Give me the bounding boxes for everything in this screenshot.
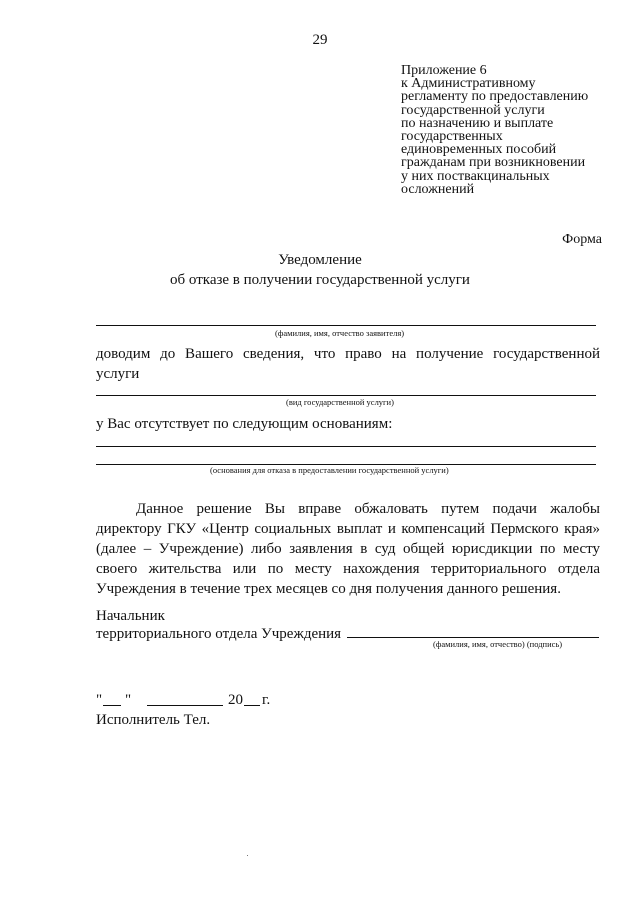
appendix-line: гражданам при возникновении bbox=[401, 155, 586, 171]
grounds-intro: у Вас отсутствует по следующим основаниям: bbox=[96, 416, 393, 432]
date-quote-open: " bbox=[96, 692, 103, 708]
appeal-paragraph bbox=[96, 499, 600, 599]
signature-caption: (фамилия, имя, отчество) (подпись) bbox=[430, 639, 565, 649]
form-label: Форма bbox=[562, 232, 602, 247]
appeal-line: Учреждения в течение трех месяцев со дня получения данного решения. bbox=[96, 581, 561, 597]
date-quote-close: " bbox=[125, 692, 132, 708]
grounds-caption: (основания для отказа в предоставлении государственной услуги) bbox=[207, 465, 452, 475]
appendix-line: Приложение 6 bbox=[401, 63, 487, 78]
grounds-line-1[interactable] bbox=[96, 446, 596, 447]
appendix-line: регламенту по предоставлению bbox=[401, 89, 589, 105]
appeal-line: (далее – Учреждение) либо заявления в суд общей юрисдикции по месту bbox=[96, 541, 600, 557]
appendix-line: по назначению и выплате bbox=[401, 115, 554, 131]
page-number: 29 bbox=[312, 32, 328, 48]
applicant-name-caption: (фамилия, имя, отчество заявителя) bbox=[272, 328, 407, 338]
date-year-blank[interactable] bbox=[244, 705, 260, 706]
notice-text-line2: услуги bbox=[96, 366, 140, 382]
appeal-line: директору ГКУ «Центр социальных выплат и компенсаций Пермского края» bbox=[96, 521, 600, 537]
appendix-line: единовременных пособий bbox=[401, 142, 557, 158]
appeal-line: своего жительства или по месту нахождения территориального отдела bbox=[96, 561, 600, 577]
appendix-line: государственной услуги bbox=[401, 102, 545, 118]
date-year-suffix: г. bbox=[262, 692, 271, 708]
applicant-name-line[interactable] bbox=[96, 325, 596, 326]
document-title: Уведомление bbox=[278, 252, 362, 268]
notice-text-line1: доводим до Вашего сведения, что право на получение государственной bbox=[96, 346, 600, 362]
appeal-line: Данное решение Вы вправе обжаловать путем подачи жалобы bbox=[136, 501, 600, 517]
service-type-caption: (вид государственной услуги) bbox=[283, 397, 397, 407]
signature-title: Начальник bbox=[96, 608, 165, 624]
date-day-blank[interactable] bbox=[103, 705, 121, 706]
appendix-line: осложнений bbox=[401, 181, 475, 197]
service-type-line[interactable] bbox=[96, 395, 596, 396]
document-subtitle: об отказе в получении государственной услуги bbox=[170, 272, 470, 288]
date-year-prefix: 20 bbox=[228, 692, 243, 708]
executor-line: Исполнитель Тел. bbox=[96, 712, 211, 728]
signature-line[interactable] bbox=[347, 637, 599, 638]
signature-department: территориального отдела Учреждения bbox=[96, 626, 342, 642]
date-month-blank[interactable] bbox=[147, 705, 223, 706]
appendix-header bbox=[401, 64, 631, 196]
appendix-line: к Административному bbox=[401, 76, 536, 92]
appendix-line: у них поствакцинальных bbox=[401, 168, 550, 184]
appendix-line: государственных bbox=[401, 129, 503, 145]
scan-speck bbox=[247, 855, 248, 856]
